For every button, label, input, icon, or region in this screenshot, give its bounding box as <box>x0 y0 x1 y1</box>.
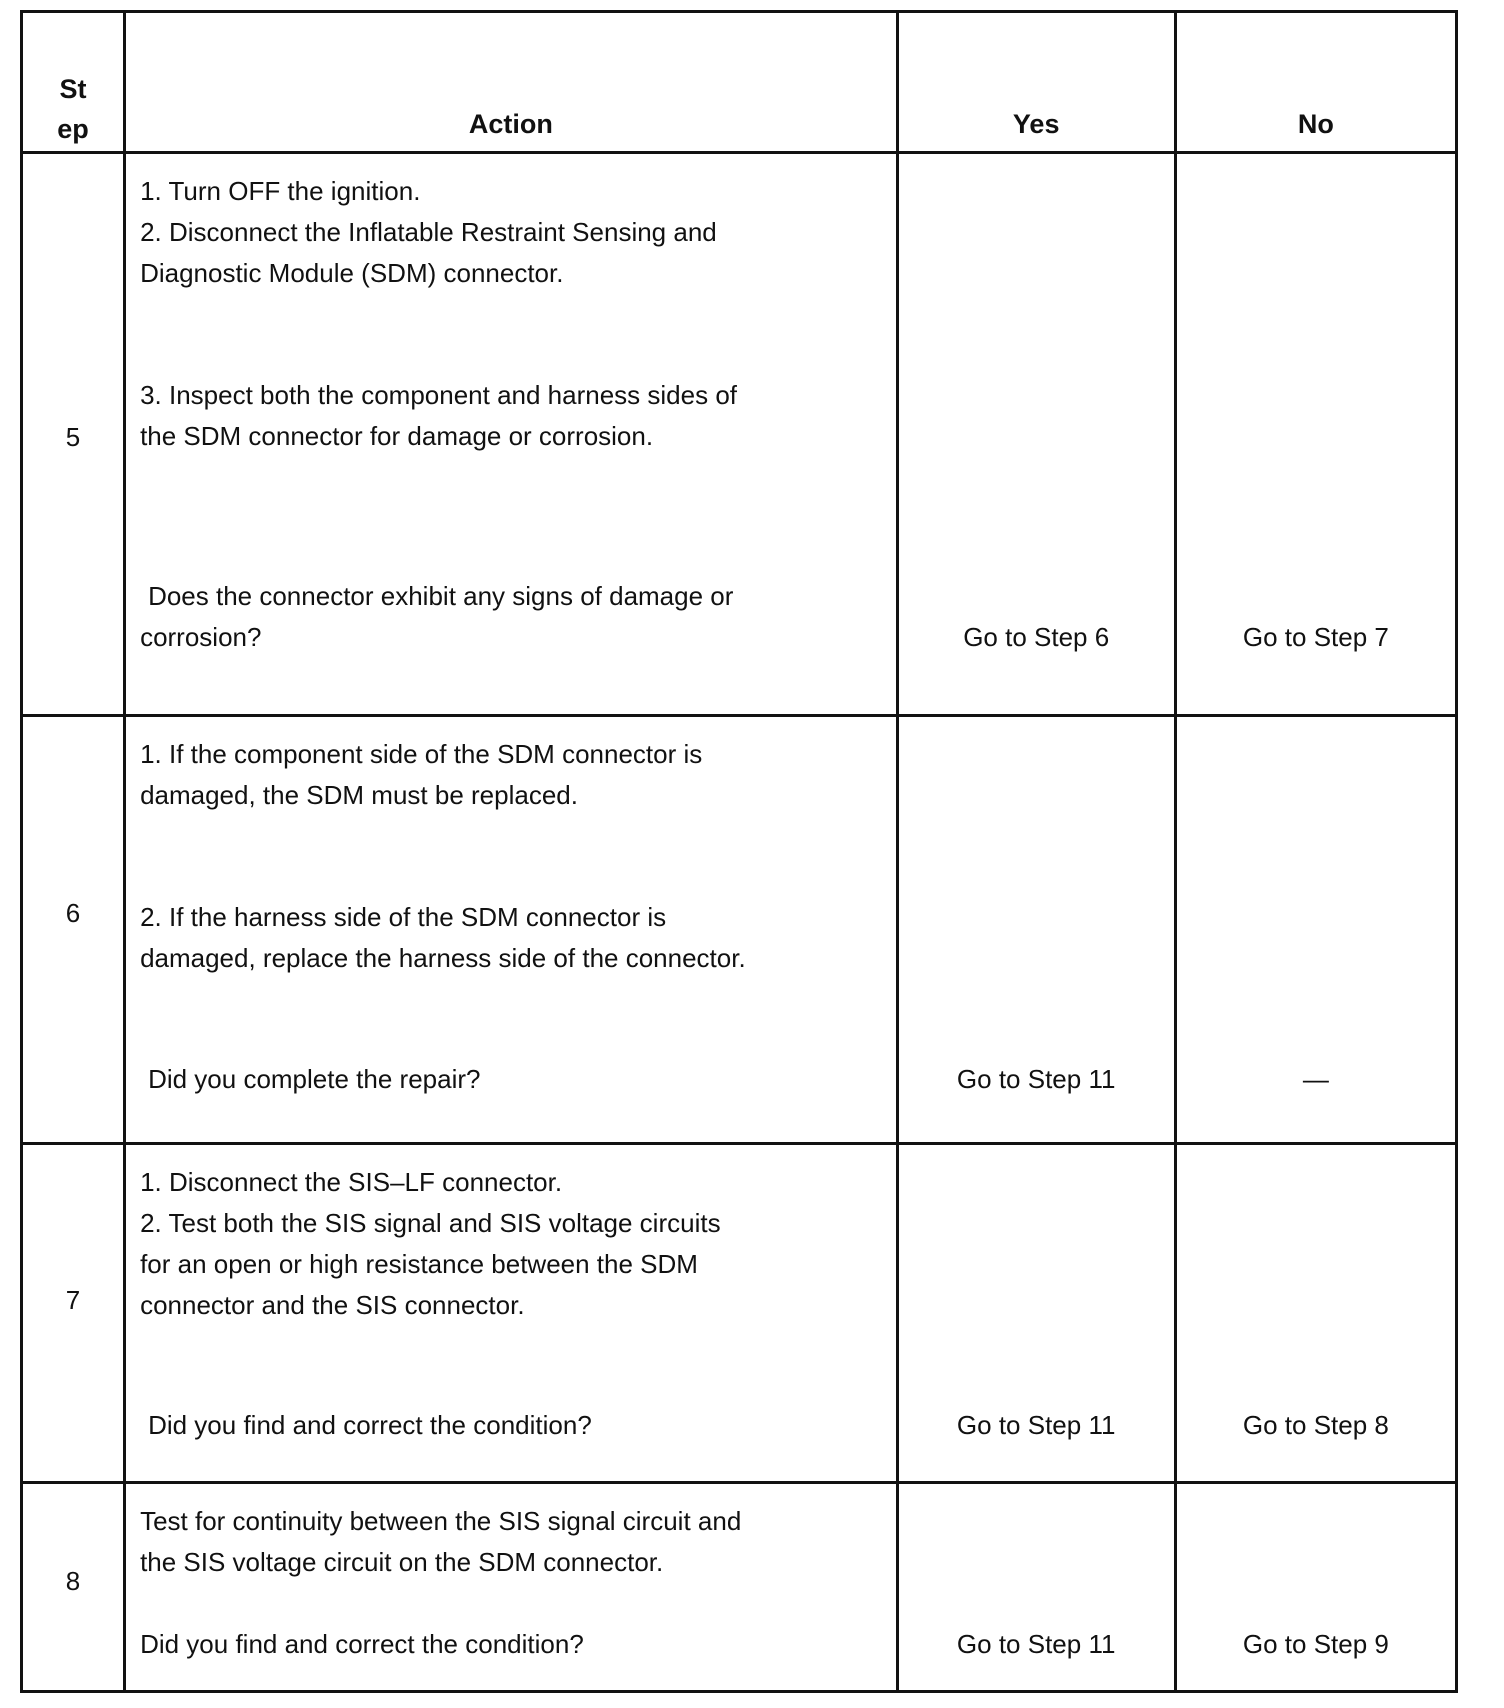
yes-cell <box>897 1483 1175 1692</box>
action-line: the SDM connector for damage or corrosion. <box>140 421 654 451</box>
step-cell <box>22 1144 125 1483</box>
no-cell <box>1175 153 1456 716</box>
step-number: 6 <box>65 898 81 928</box>
yes-result: Go to Step 11 <box>956 1629 1116 1659</box>
question-line: Did you find and correct the condition? <box>148 1410 592 1440</box>
step-number: 8 <box>65 1566 81 1596</box>
question-line: Does the connector exhibit any signs of damage or <box>148 581 734 611</box>
no-cell <box>1175 1144 1456 1483</box>
header-step-line2: ep <box>57 114 89 144</box>
diagnostic-table <box>20 10 1458 1693</box>
header-step-line1: St <box>59 74 87 104</box>
yes-result: Go to Step 11 <box>956 1064 1116 1094</box>
table-row <box>22 716 1457 1144</box>
action-cell <box>125 716 898 1144</box>
action-line: 3. Inspect both the component and harness sides of <box>140 380 738 410</box>
action-line: 1. Turn OFF the ignition. <box>140 176 421 206</box>
step-cell <box>22 1483 125 1692</box>
step-cell <box>22 716 125 1144</box>
action-line: Test for continuity between the SIS signal circuit and <box>140 1506 742 1536</box>
no-cell <box>1175 716 1456 1144</box>
action-cell <box>125 1144 898 1483</box>
table-row <box>22 1144 1457 1483</box>
yes-cell <box>897 1144 1175 1483</box>
question-line: Did you complete the repair? <box>148 1064 481 1094</box>
no-result: Go to Step 9 <box>1242 1629 1389 1659</box>
yes-cell <box>897 716 1175 1144</box>
header-action <box>125 12 898 153</box>
no-result: — <box>1302 1064 1329 1094</box>
action-line: 1. Disconnect the SIS–LF connector. <box>140 1167 563 1197</box>
question-line: corrosion? <box>140 622 262 652</box>
question-line: Did you find and correct the condition? <box>140 1629 584 1659</box>
yes-cell <box>897 153 1175 716</box>
no-result: Go to Step 7 <box>1242 622 1389 652</box>
action-line: Diagnostic Module (SDM) connector. <box>140 258 564 288</box>
yes-result: Go to Step 6 <box>963 622 1110 652</box>
header-yes <box>897 12 1175 153</box>
action-line: the SIS voltage circuit on the SDM connector. <box>140 1547 664 1577</box>
action-cell <box>125 153 898 716</box>
header-row <box>22 12 1457 153</box>
action-line: 2. If the harness side of the SDM connector is <box>140 902 667 932</box>
no-result: Go to Step 8 <box>1242 1410 1389 1440</box>
header-action-label: Action <box>468 109 553 139</box>
table-row <box>22 153 1457 716</box>
yes-result: Go to Step 11 <box>956 1410 1116 1440</box>
header-step <box>22 12 125 153</box>
header-yes-label: Yes <box>1012 109 1060 139</box>
header-step-label <box>23 69 123 149</box>
step-number: 5 <box>65 422 81 452</box>
action-line: connector and the SIS connector. <box>140 1290 525 1320</box>
action-line: damaged, replace the harness side of the connector. <box>140 943 746 973</box>
action-line: 2. Disconnect the Inflatable Restraint Sensing and <box>140 217 717 247</box>
action-line: damaged, the SDM must be replaced. <box>140 780 578 810</box>
action-line: 1. If the component side of the SDM connector is <box>140 739 703 769</box>
header-no-label: No <box>1297 109 1334 139</box>
step-cell <box>22 153 125 716</box>
table-row <box>22 1483 1457 1692</box>
step-number: 7 <box>65 1285 81 1315</box>
action-line: for an open or high resistance between the SDM <box>140 1249 698 1279</box>
header-no <box>1175 12 1456 153</box>
action-cell <box>125 1483 898 1692</box>
no-cell <box>1175 1483 1456 1692</box>
action-line: 2. Test both the SIS signal and SIS voltage circuits <box>140 1208 721 1238</box>
